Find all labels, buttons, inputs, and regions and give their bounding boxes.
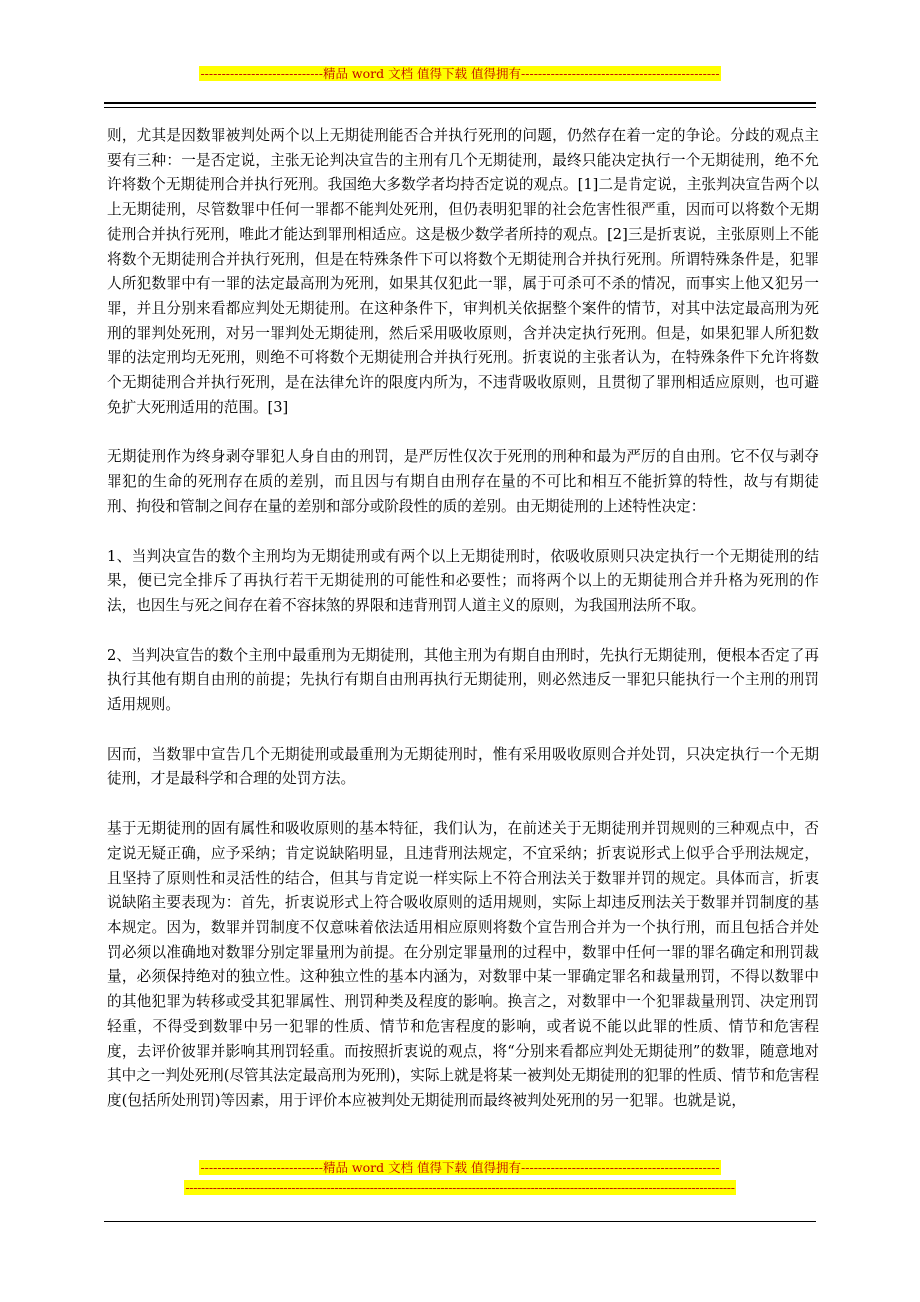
paragraph-6: 基于无期徒刑的固有属性和吸收原则的基本特征，我们认为，在前述关于无期徒刑并罚规则的三种观点中，否定说无疑正确，应予采纳；肯定说缺陷明显，且违背刑法规定，不宜采纳；折衷说形式上似乎合乎刑法规定，且坚持了原则性和灵活性的结合，但其与肯定说一样实际上不符合刑法关于数罪并罚的规定。具体而言，折衷说缺陷主要表现为：首先，折衷说形式上符合吸收原则的适用规则，实际上却违反刑法关于数罪并罚制度的基本规定。因为，数罪并罚制度不仅意味着依法适用相应原则将数个宣告刑合并为一个执行刑，而且包括合并处罚必须以准确地对数罪分别定罪量刑为前提。在分别定罪量刑的过程中，数罪中任何一罪的罪名确定和刑罚裁量，必须保持绝对的独立性。这种独立性的基本内涵为，对数罪中某一罪确定罪名和裁量刑罚，不得以数罪中的其他犯罪为转移或受其犯罪属性、刑罚种类及程度的影响。换言之，对数罪中一个犯罪裁量刑罚、决定刑罚轻重，不得受到数罪中另一犯罪的性质、情节和危害程度的影响，或者说不能以此罪的性质、情节和危害程度，去评价彼罪并影响其刑罚轻重。而按照折衷说的观点，将“分别来看都应判处无期徒刑”的数罪，随意地对其中之一判处死刑(尽管其法定最高刑为死刑)，实际上就是将某一被判处无期徒刑的犯罪的性质、情节和危害程度(包括所处刑罚)等因素，用于评价本应被判处无期徒刑而最终被判处死刑的另一犯罪。也就是说， <box>107 820 819 1109</box>
document-body <box>107 124 819 1139</box>
footer-rule <box>104 1221 816 1222</box>
header-rule-thick <box>104 102 816 104</box>
footer-dash-line-text: -------------------------------------------------------------------------------------------------------------------------------------------- <box>185 1180 735 1195</box>
paragraph-2: 无期徒刑作为终身剥夺罪犯人身自由的刑罚，是严厉性仅次于死刑的刑种和最为严厉的自由刑。它不仅与剥夺罪犯的生命的死刑存在质的差别，而且因与有期自由刑存在量的不可比和相互不能折算的特性，故与有期徒刑、拘役和管制之间存在量的差别和部分或阶段性的质的差别。由无期徒刑的上述特性决定： <box>107 448 819 515</box>
footer-dash-line <box>0 1180 920 1196</box>
paragraph-4: 2、当判决宣告的数个主刑中最重刑为无期徒刑，其他主刑为有期自由刑时，先执行无期徒刑，便根本否定了再执行其他有期自由刑的前提；先执行有期自由刑再执行无期徒刑，则必然违反一罪犯只能执行一个主刑的刑罚适用规则。 <box>107 646 819 714</box>
footer-banner-text: -----------------------------精品 word 文档 值得下载 值得拥有----------------------------------------------- <box>200 1160 720 1175</box>
paragraph-5: 因而，当数罪中宣告几个无期徒刑或最重刑为无期徒刑时，惟有采用吸收原则合并处罚，只决定执行一个无期徒刑，才是最科学和合理的处罚方法。 <box>107 745 819 788</box>
footer-banner <box>0 1160 920 1176</box>
header-banner-text: -----------------------------精品 word 文档 值得下载 值得拥有----------------------------------------------- <box>200 66 720 81</box>
header-banner <box>0 66 920 82</box>
paragraph-1: 则，尤其是因数罪被判处两个以上无期徒刑能否合并执行死刑的问题，仍然存在着一定的争论。分歧的观点主要有三种：一是否定说，主张无论判决宣告的主刑有几个无期徒刑，最终只能决定执行一个无期徒刑，绝不允许将数个无期徒刑合并执行死刑。我国绝大多数学者均持否定说的观点。[1]二是肯定说，主张判决宣告两个以上无期徒刑，尽管数罪中任何一罪都不能判处死刑，但仍表明犯罪的社会危害性很严重，因而可以将数个无期徒刑合并执行死刑，唯此才能达到罪刑相适应。这是极少数学者所持的观点。[2]三是折衷说，主张原则上不能将数个无期徒刑合并执行死刑，但是在特殊条件下可以将数个无期徒刑合并执行死刑。所谓特殊条件是，犯罪人所犯数罪中有一罪的法定最高刑为死刑，如果其仅犯此一罪，属于可杀可不杀的情况，而事实上他又犯另一罪，并且分别来看都应判处无期徒刑。在这种条件下，审判机关依据整个案件的情节，对其中法定最高刑为死刑的罪判处死刑，对另一罪判处无期徒刑，然后采用吸收原则，含并决定执行死刑。但是，如果犯罪人所犯数罪的法定刑均无死刑，则绝不可将数个无期徒刑合并执行死刑。折衷说的主张者认为，在特殊条件下允许将数个无期徒刑合并执行死刑，是在法律允许的限度内所为，不违背吸收原则，且贯彻了罪刑相适应原则，也可避免扩大死刑适用的范围。[3] <box>107 127 819 416</box>
header-rule-thin <box>104 107 816 108</box>
paragraph-3: 1、当判决宣告的数个主刑均为无期徒刑或有两个以上无期徒刑时，依吸收原则只决定执行一个无期徒刑的结果，便已完全排斥了再执行若干无期徒刑的可能性和必要性；而将两个以上的无期徒刑合并升格为死刑的作法，也因生与死之间存在着不容抹煞的界限和违背刑罚人道主义的原则，为我国刑法所不取。 <box>107 547 819 614</box>
